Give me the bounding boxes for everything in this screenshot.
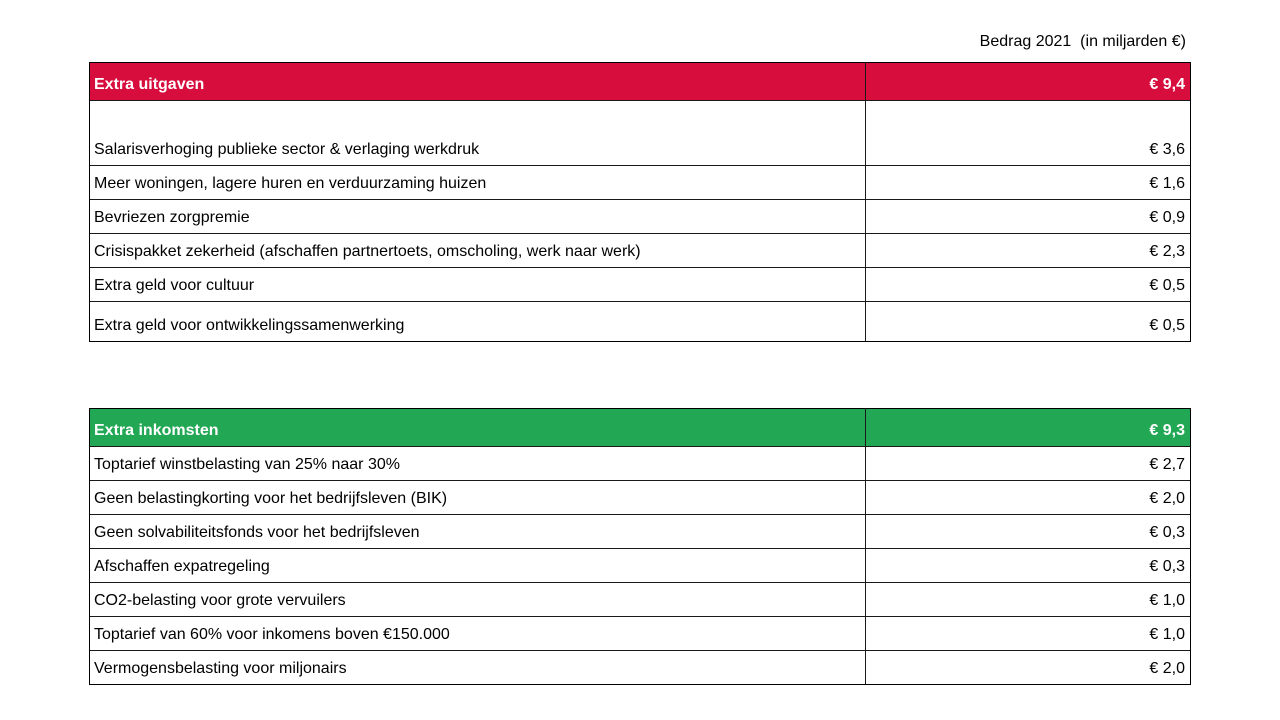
table-row xyxy=(90,100,1190,165)
table-row xyxy=(90,514,1190,548)
row-label: Toptarief winstbelasting van 25% naar 30% xyxy=(90,447,866,480)
row-label: Salarisverhoging publieke sector & verlaging werkdruk xyxy=(90,101,866,165)
table-row xyxy=(90,301,1190,341)
table-row xyxy=(90,233,1190,267)
table-row xyxy=(90,267,1190,301)
row-value: € 0,9 xyxy=(1149,209,1185,227)
row-value: € 1,6 xyxy=(1149,175,1185,193)
expenses-header-title: Extra uitgaven xyxy=(90,63,866,100)
table-row xyxy=(90,199,1190,233)
row-value: € 0,3 xyxy=(1149,524,1185,542)
row-label: Toptarief van 60% voor inkomens boven €150.000 xyxy=(90,617,866,650)
table-row xyxy=(90,582,1190,616)
row-value: € 2,7 xyxy=(1149,456,1185,474)
row-label: Extra geld voor ontwikkelingssamenwerking xyxy=(90,302,866,341)
expenses-table xyxy=(89,62,1191,342)
row-value: € 2,0 xyxy=(1149,490,1185,508)
row-value: € 2,3 xyxy=(1149,243,1185,261)
row-label: Crisispakket zekerheid (afschaffen partnertoets, omscholing, werk naar werk) xyxy=(90,234,866,267)
income-table xyxy=(89,408,1191,685)
table-row xyxy=(90,480,1190,514)
row-value: € 3,6 xyxy=(1149,141,1185,159)
row-value: € 0,3 xyxy=(1149,558,1185,576)
row-label: Geen solvabiliteitsfonds voor het bedrijfsleven xyxy=(90,515,866,548)
table-row xyxy=(90,616,1190,650)
row-label: CO2-belasting voor grote vervuilers xyxy=(90,583,866,616)
income-header-total: € 9,3 xyxy=(1149,422,1185,440)
amount-caption: Bedrag 2021 (in miljarden €) xyxy=(979,33,1186,50)
row-label: Meer woningen, lagere huren en verduurzaming huizen xyxy=(90,166,866,199)
table-row xyxy=(90,165,1190,199)
row-label: Geen belastingkorting voor het bedrijfsleven (BIK) xyxy=(90,481,866,514)
row-value: € 0,5 xyxy=(1149,277,1185,295)
expenses-header-total: € 9,4 xyxy=(1149,76,1185,94)
row-label: Afschaffen expatregeling xyxy=(90,549,866,582)
row-value: € 2,0 xyxy=(1149,660,1185,678)
row-value: € 1,0 xyxy=(1149,592,1185,610)
table-row xyxy=(90,446,1190,480)
table-row xyxy=(90,650,1190,684)
table-row xyxy=(90,548,1190,582)
income-header-row xyxy=(90,409,1190,446)
row-label: Bevriezen zorgpremie xyxy=(90,200,866,233)
expenses-header-row xyxy=(90,63,1190,100)
row-label: Extra geld voor cultuur xyxy=(90,268,866,301)
row-value: € 1,0 xyxy=(1149,626,1185,644)
row-label: Vermogensbelasting voor miljonairs xyxy=(90,651,866,684)
row-value: € 0,5 xyxy=(1149,317,1185,335)
income-header-title: Extra inkomsten xyxy=(90,409,866,446)
